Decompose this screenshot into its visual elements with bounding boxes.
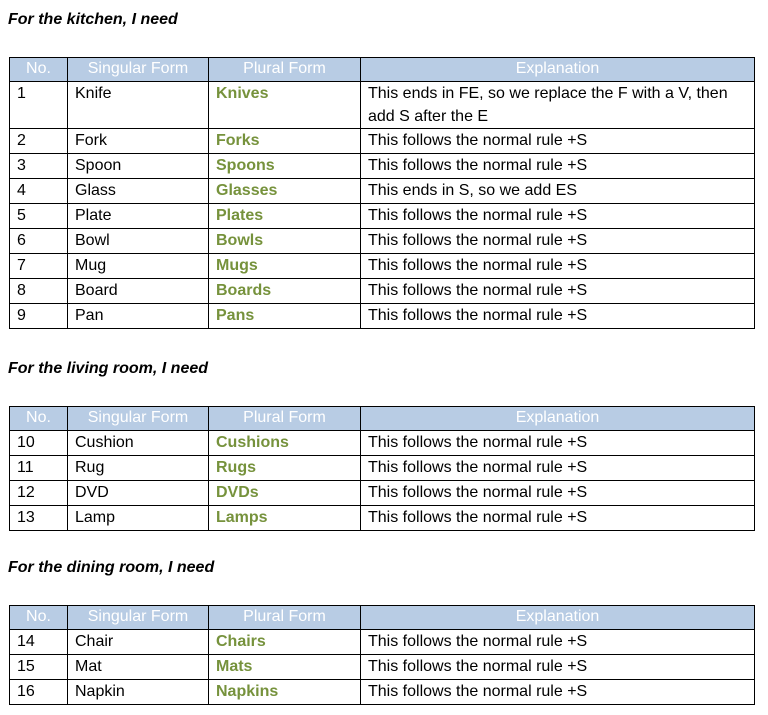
plural-form: Forks: [209, 129, 361, 154]
column-header-no: No.: [10, 58, 68, 82]
row-number: 16: [10, 680, 68, 705]
singular-form: Plate: [68, 204, 209, 229]
table-row: [10, 680, 755, 705]
plural-form: Knives: [209, 82, 361, 129]
singular-form: DVD: [68, 481, 209, 506]
plural-form: Mats: [209, 655, 361, 680]
table-row: [10, 506, 755, 531]
plural-form: Spoons: [209, 154, 361, 179]
column-header-singular: Singular Form: [68, 606, 209, 630]
dining-room-table: [9, 605, 755, 705]
table-row: [10, 279, 755, 304]
singular-form: Rug: [68, 456, 209, 481]
table-row: [10, 481, 755, 506]
column-header-plural: Plural Form: [209, 606, 361, 630]
column-header-explanation: Explanation: [361, 58, 755, 82]
table-row: [10, 154, 755, 179]
row-number: 15: [10, 655, 68, 680]
row-number: 6: [10, 229, 68, 254]
plural-form: Bowls: [209, 229, 361, 254]
table-header-row: [10, 407, 755, 431]
table-row: [10, 630, 755, 655]
explanation: This follows the normal rule +S: [361, 129, 755, 154]
explanation: This follows the normal rule +S: [361, 204, 755, 229]
table-row: [10, 179, 755, 204]
plural-form: Napkins: [209, 680, 361, 705]
column-header-plural: Plural Form: [209, 407, 361, 431]
table-header-row: [10, 58, 755, 82]
table-row: [10, 229, 755, 254]
living-room-table: [9, 406, 755, 531]
explanation: This follows the normal rule +S: [361, 431, 755, 456]
table-row: [10, 431, 755, 456]
singular-form: Pan: [68, 304, 209, 329]
row-number: 14: [10, 630, 68, 655]
explanation: This ends in S, so we add ES: [361, 179, 755, 204]
singular-form: Mug: [68, 254, 209, 279]
explanation: This follows the normal rule +S: [361, 154, 755, 179]
plural-form: Mugs: [209, 254, 361, 279]
row-number: 13: [10, 506, 68, 531]
singular-form: Board: [68, 279, 209, 304]
row-number: 2: [10, 129, 68, 154]
row-number: 3: [10, 154, 68, 179]
column-header-singular: Singular Form: [68, 58, 209, 82]
singular-form: Glass: [68, 179, 209, 204]
plural-form: Boards: [209, 279, 361, 304]
singular-form: Spoon: [68, 154, 209, 179]
plural-form: Cushions: [209, 431, 361, 456]
explanation: This follows the normal rule +S: [361, 279, 755, 304]
singular-form: Chair: [68, 630, 209, 655]
column-header-explanation: Explanation: [361, 407, 755, 431]
singular-form: Bowl: [68, 229, 209, 254]
explanation: This follows the normal rule +S: [361, 630, 755, 655]
row-number: 7: [10, 254, 68, 279]
explanation: This follows the normal rule +S: [361, 254, 755, 279]
table-row: [10, 82, 755, 129]
plural-form: Chairs: [209, 630, 361, 655]
dining-room-heading: For the dining room, I need: [8, 559, 215, 576]
table-header-row: [10, 606, 755, 630]
explanation: This follows the normal rule +S: [361, 229, 755, 254]
plural-form: Glasses: [209, 179, 361, 204]
explanation: This follows the normal rule +S: [361, 506, 755, 531]
table-row: [10, 304, 755, 329]
table-row: [10, 655, 755, 680]
singular-form: Cushion: [68, 431, 209, 456]
explanation: This follows the normal rule +S: [361, 680, 755, 705]
kitchen-table: [9, 57, 755, 329]
row-number: 10: [10, 431, 68, 456]
singular-form: Lamp: [68, 506, 209, 531]
plural-form: DVDs: [209, 481, 361, 506]
row-number: 1: [10, 82, 68, 129]
column-header-no: No.: [10, 606, 68, 630]
column-header-singular: Singular Form: [68, 407, 209, 431]
table-row: [10, 254, 755, 279]
singular-form: Mat: [68, 655, 209, 680]
row-number: 4: [10, 179, 68, 204]
table-row: [10, 204, 755, 229]
living-room-heading: For the living room, I need: [8, 360, 209, 377]
table-row: [10, 456, 755, 481]
kitchen-heading: For the kitchen, I need: [8, 11, 178, 28]
row-number: 9: [10, 304, 68, 329]
column-header-no: No.: [10, 407, 68, 431]
plural-form: Lamps: [209, 506, 361, 531]
singular-form: Knife: [68, 82, 209, 129]
explanation: This follows the normal rule +S: [361, 304, 755, 329]
row-number: 8: [10, 279, 68, 304]
row-number: 12: [10, 481, 68, 506]
row-number: 5: [10, 204, 68, 229]
table-row: [10, 129, 755, 154]
explanation: This follows the normal rule +S: [361, 655, 755, 680]
singular-form: Napkin: [68, 680, 209, 705]
row-number: 11: [10, 456, 68, 481]
plural-form: Rugs: [209, 456, 361, 481]
explanation: This follows the normal rule +S: [361, 481, 755, 506]
column-header-explanation: Explanation: [361, 606, 755, 630]
explanation: This follows the normal rule +S: [361, 456, 755, 481]
singular-form: Fork: [68, 129, 209, 154]
column-header-plural: Plural Form: [209, 58, 361, 82]
explanation: This ends in FE, so we replace the F with a V, then add S after the E: [361, 82, 755, 129]
plural-form: Plates: [209, 204, 361, 229]
plural-form: Pans: [209, 304, 361, 329]
